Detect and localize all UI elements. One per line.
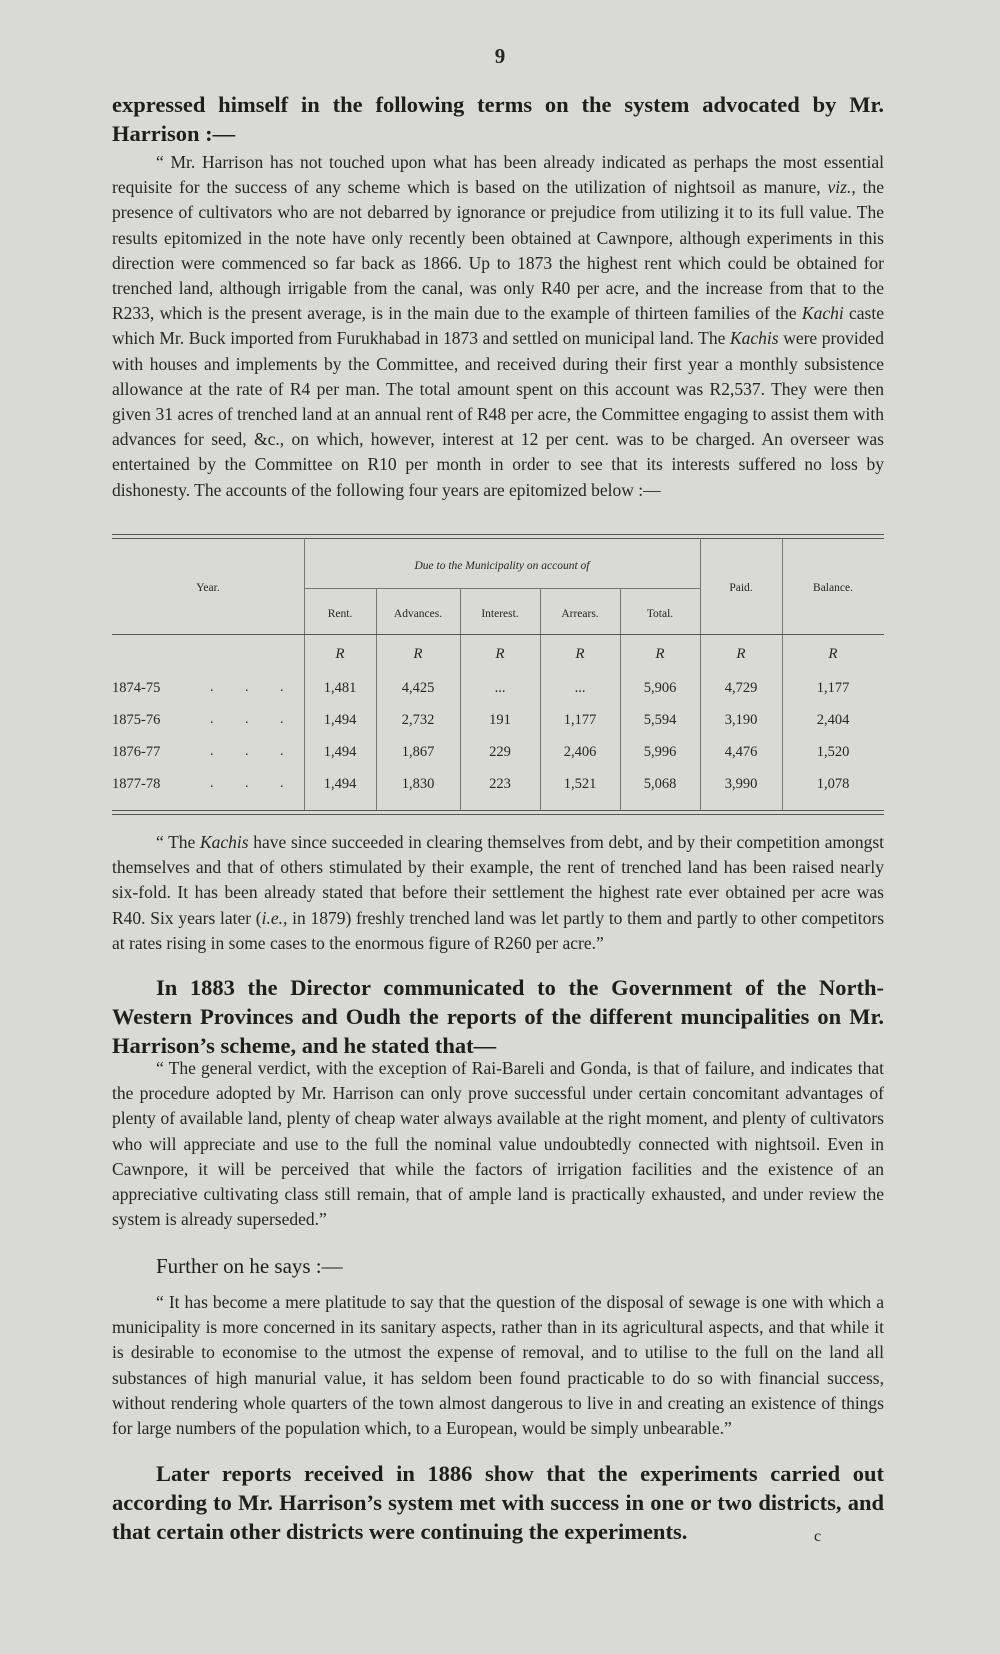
header-year: Year. [196, 582, 220, 594]
table-value-cell: 5,996 [643, 744, 677, 760]
quote1-text-b: the presence of cultivators who are not debarred by ignorance or prejudice from utilizing it to its full value. The results epitomized in the note have only recently been obtained at Cawnpore, although experiments in this direction were commenced so far back as 1866. Up to 1873 the highest rent which could be obtained for trenched land, although irrigable from the canal, was only R40 per acre, and the increase from that to the R233, which is the present average, is in the main due to the example of thirteen families of the [112, 177, 885, 324]
currency-arrears: R [575, 646, 585, 662]
header-total: Total. [646, 608, 674, 620]
quote1-text-c: caste which Mr. Buck imported from Furukhabad in 1873 and settled on municipal land. The [112, 303, 884, 349]
quote2-ital-ie: i.e., [261, 907, 288, 928]
table-value-cell: 1,177 [563, 712, 597, 728]
signature-mark: c [814, 1528, 822, 1545]
header-arrears: Arrears. [561, 608, 599, 620]
table-value-cell: 1,494 [323, 712, 357, 728]
further-heading: Further on he says :— [156, 1254, 343, 1278]
quote-general-verdict: “ The general verdict, with the exception of Rai-Bareli and Gonda, is that of failure, and indicates that the procedure adopted by Mr. Harrison can only prove successful under certain concomitant advantages of plenty of available land, plenty of cheap water always available at the right moment, and plenty of cultivators who will appreciate and use to the full the nominal value undoubtedly connected with nightsoil. Even in Cawnpore, it will be perceived that while the factors of irrigation facilities and the existence of an appreciative cultivating class still remain, that of ample land is practically exhausted, and under review the system is already superseded.” [112, 1058, 884, 1230]
table-year-cell: 1875-76 [112, 712, 161, 728]
table-value-cell: 1,494 [323, 744, 357, 760]
currency-total: R [655, 646, 665, 662]
table-leader-dots: . . . [210, 744, 298, 759]
table-leader-dots: . . . [210, 776, 298, 791]
table-value-cell: 2,404 [816, 712, 850, 728]
table-value-cell: 2,732 [401, 712, 435, 728]
quote2-text-a: “ The [156, 832, 196, 852]
table-value-cell: 4,729 [724, 680, 758, 696]
quote1-ital-kachis: Kachis [729, 328, 779, 349]
quote1-ital-viz: viz., [827, 177, 856, 198]
header-balance: Balance. [813, 582, 853, 594]
table-value-cell: 1,177 [816, 680, 850, 696]
intro-paragraph: expressed himself in the following terms on the system advocated by Mr. Harrison :— [112, 92, 884, 146]
table-year-cell: 1876-77 [112, 744, 161, 760]
later-reports-paragraph: Later reports received in 1886 show that the experiments carried out according to Mr. Harrison’s system met with success in one or two districts, and that certain other districts were continuing the experiments. [112, 1461, 884, 1544]
quote-kachi-history [112, 150, 884, 503]
table-value-cell: 4,425 [401, 680, 435, 696]
accounts-table [112, 534, 884, 816]
table-value-cell: 5,906 [643, 680, 677, 696]
quote-sewage-platitude: “ It has become a mere platitude to say that the question of the disposal of sewage is one with which a municipality is more concerned in its sanitary aspects, rather than in its agricultural aspects, and that while it is desirable to economise to the utmost the expense of removal, and to utilise to the full on the land all substances of high manurial value, it has seldom been found practicable to do so with financial success, without rendering whole quarters of the town almost dangerous to live in and creating an existence of things for large numbers of the population which, to a European, would be simply unbearable.” [112, 1292, 884, 1439]
table-value-cell: 4,476 [724, 744, 758, 760]
currency-advances: R [413, 646, 423, 662]
table-value-cell: 2,406 [563, 744, 597, 760]
table-value-cell: 5,068 [643, 776, 677, 792]
table-year-cell: 1874-75 [112, 680, 161, 696]
currency-rent: R [335, 646, 345, 662]
currency-paid: R [736, 646, 746, 662]
director-paragraph: In 1883 the Director communicated to the Government of the North-Western Provinces and Oudh the reports of the different muncipalities on Mr. Harrison’s scheme, and he stated that— [112, 975, 884, 1058]
quote1-text-d: were provided with houses and implements by the Committee, and received during their first year a monthly subsistence allowance at the rate of R4 per man. The total amount spent on this account was R2,537. They were then given 31 acres of trenched land at an annual rent of R48 per acre, the Committee engaging to assist them with advances for seed, &c., on which, however, interest at 12 per cent. was to be charged. An overseer was entertained by the Committee on R10 per month in order to see that its interests suffered no loss by dishonesty. The accounts of the following four years are epitomized below :— [112, 328, 884, 500]
table-value-cell: 3,990 [724, 776, 758, 792]
table-value-cell: 5,594 [643, 712, 677, 728]
header-advances: Advances. [393, 608, 443, 620]
header-interest: Interest. [481, 608, 519, 620]
table-leader-dots: . . . [210, 680, 298, 695]
quote2-ital-kachis: Kachis [199, 832, 249, 852]
table-value-cell: 1,520 [816, 744, 850, 760]
quote-kachis-debt [112, 830, 884, 956]
table-value-cell: ... [574, 680, 586, 696]
table-value-cell: 1,078 [816, 776, 850, 792]
quote1-ital-kachi: Kachi [801, 303, 844, 324]
table-value-cell: ... [494, 680, 506, 696]
table-value-cell: 3,190 [724, 712, 758, 728]
page-number: 9 [494, 44, 506, 68]
table-value-cell: 1,867 [401, 744, 435, 760]
table-value-cell: 1,494 [323, 776, 357, 792]
header-due-group: Due to the Municipality on account of [414, 560, 590, 572]
table-leader-dots: . . . [210, 712, 298, 727]
quote1-text-a: “ Mr. Harrison has not touched upon what has been already indicated as perhaps the most essential requisite for the success of any scheme which is based on the utilization of nightsoil as manure, [112, 152, 884, 198]
table-value-cell: 1,830 [401, 776, 435, 792]
header-rent: Rent. [327, 608, 353, 620]
table-value-cell: 223 [489, 776, 511, 792]
table-year-cell: 1877-78 [112, 776, 161, 792]
table-value-cell: 191 [489, 712, 511, 728]
table-value-cell: 1,521 [563, 776, 597, 792]
header-paid: Paid. [729, 582, 753, 594]
table-value-cell: 229 [489, 744, 511, 760]
quote2-text-c: in 1879) freshly trenched land was let partly to them and partly to other competitors at rates rising in some cases to the enormous figure of R260 per acre.” [112, 907, 885, 953]
table-value-cell: 1,481 [323, 680, 357, 696]
currency-balance: R [828, 646, 838, 662]
currency-interest: R [495, 646, 505, 662]
quote2-text-b: have since succeeded in clearing themselves from debt, and by their competition amongst themselves and that of others stimulated by their example, the rent of trenched land has been raised nearly six-fold. It has been already stated that before their settlement the highest rate ever obtained per acre was R40. Six years later ( [112, 832, 884, 928]
